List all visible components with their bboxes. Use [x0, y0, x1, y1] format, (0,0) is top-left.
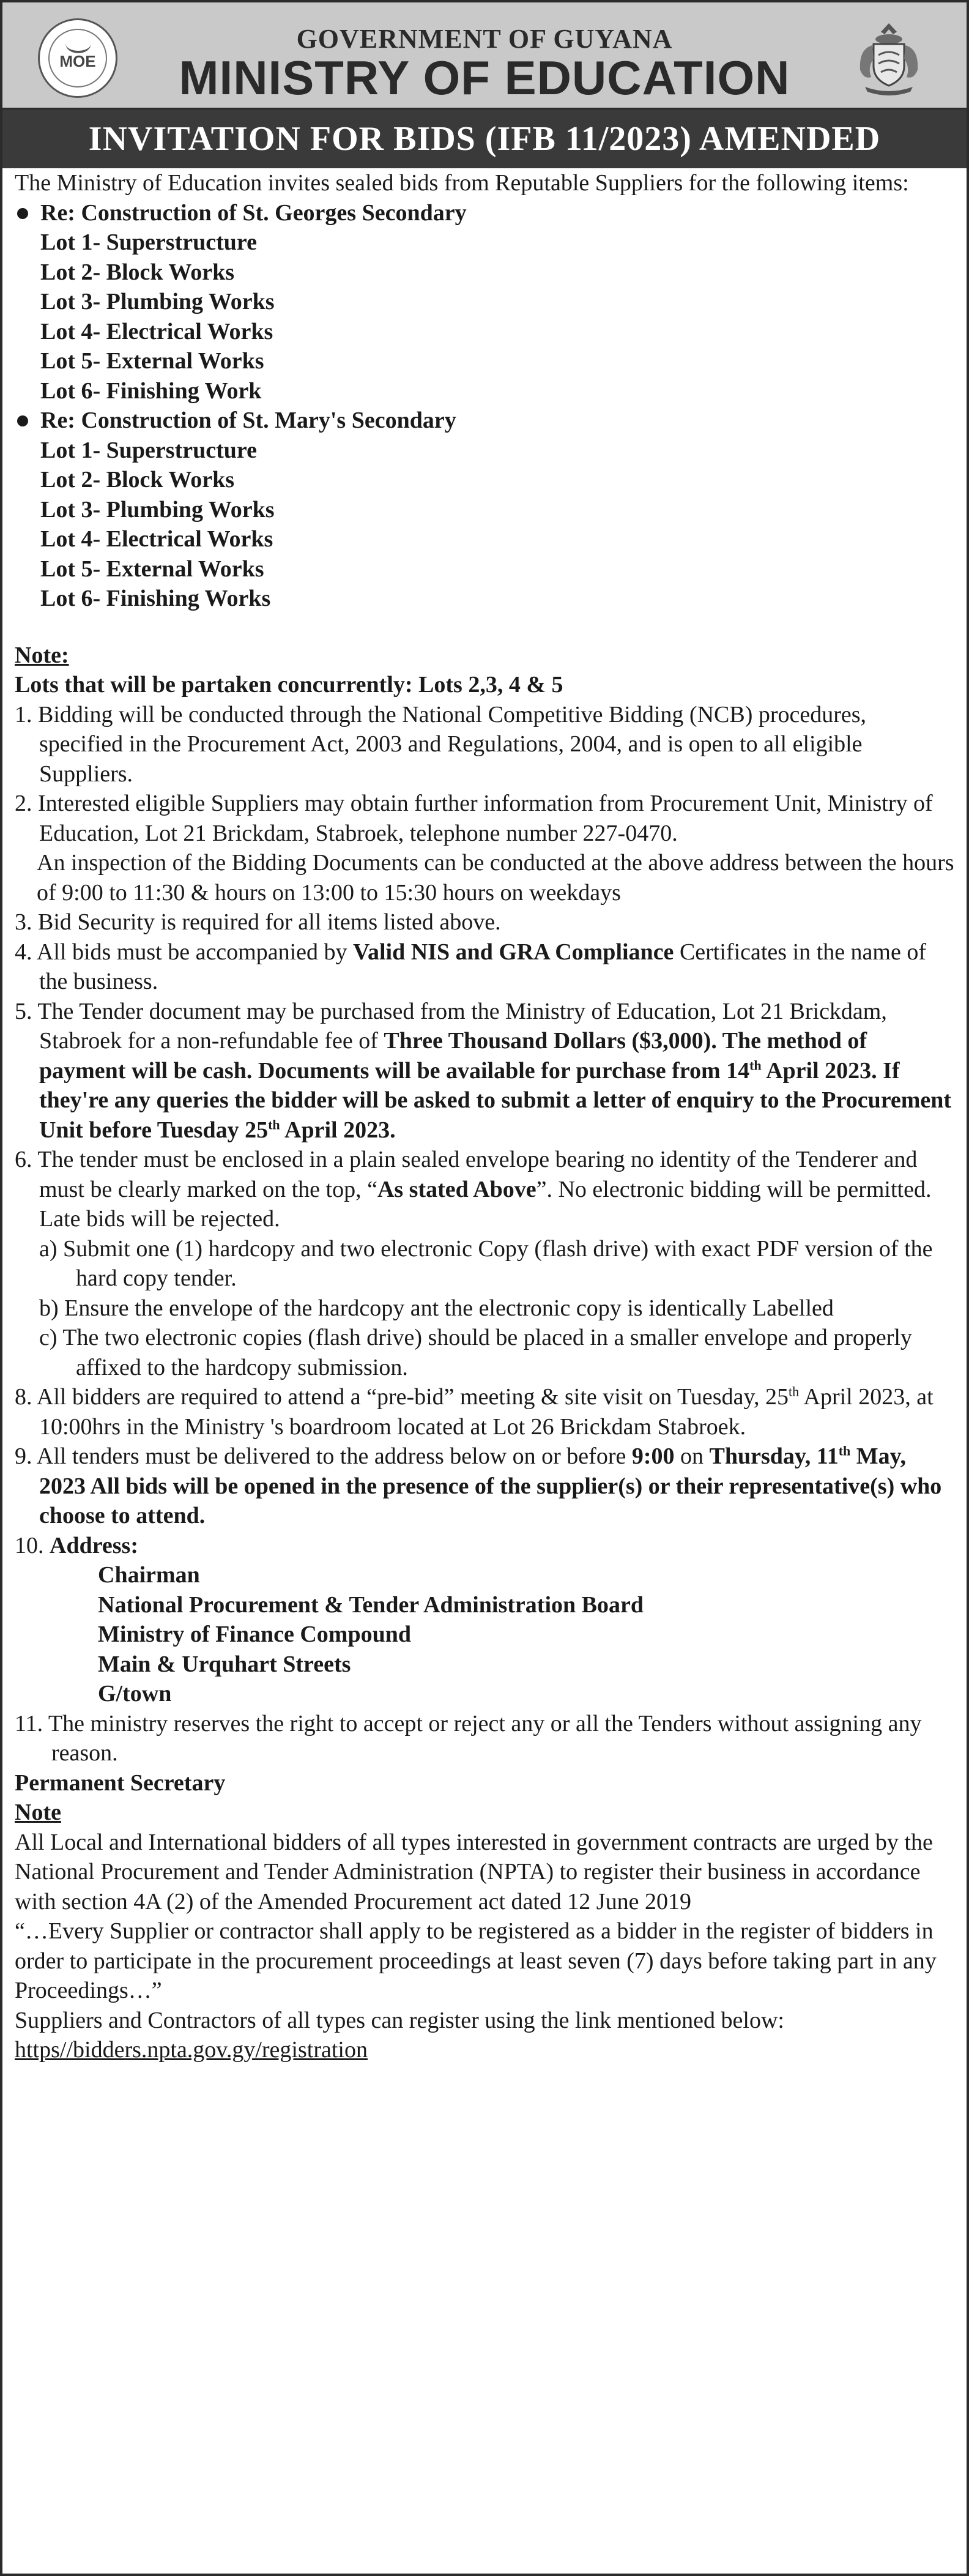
registration-instructions: Suppliers and Contractors of all types can register using the link mentioned below: — [15, 2007, 784, 2033]
lot-item: Lot 4- Electrical Works — [40, 318, 273, 344]
address-line: Chairman — [98, 1562, 200, 1588]
note-text: Lots that will be partaken concurrently: Lots 2,3, 4 & 5 — [15, 672, 563, 698]
registration-quote: “…Every Supplier or contractor shall apply to be registered as a bidder in the register of bidders in order to participate in the procurement proceedings at least seven (7) days before taking part in any Proceedings…” — [15, 1918, 937, 2003]
compliance-text: Valid NIS and GRA Compliance — [353, 939, 674, 965]
item-3: 3. Bid Security is required for all items listed above. — [15, 909, 501, 935]
ordinal-suffix: th — [268, 1116, 280, 1132]
project-title: Re: Construction of St. Mary's Secondary — [40, 408, 456, 433]
address-line: Main & Urquhart Streets — [98, 1651, 351, 1677]
item-6-text — [15, 1145, 954, 1234]
ordinal-suffix: th — [838, 1443, 851, 1459]
address-label: Address: — [50, 1532, 138, 1558]
item-1: 1. Bidding will be conducted through the National Competitive Bidding (NCB) procedures, specified in the Procurement Act, 2003 and Regulations, 2004, and is open to all eligible Suppliers. — [15, 701, 867, 787]
lot-item: Lot 2- Block Works — [40, 259, 235, 285]
logo-text: MOE — [59, 52, 96, 70]
item-8 — [15, 1382, 954, 1442]
registration-note-text: All Local and International bidders of all types interested in government contracts are urged by the National Procurement and Tender Administration (NPTA) to register their business in accordance with section 4A (2) of the Amended Procurement act dated 12 June 2019 — [15, 1829, 933, 1915]
item-8-text: 8. All bidders are required to attend a “pre-bid” meeting & site visit on Tuesday, 25 — [15, 1384, 789, 1410]
queries-date: April 2023. — [280, 1117, 396, 1143]
intro-paragraph: The Ministry of Education invites sealed bids from Reputable Suppliers for the following items: — [15, 170, 909, 196]
marking-text: As stated Above — [377, 1176, 536, 1202]
registration-link-section — [15, 2006, 954, 2065]
item-2 — [15, 789, 954, 907]
item-8-text-end: April 2023, at 10:00hrs in the Ministry 's boardroom located at Lot 26 Brickdam Stabroek. — [39, 1384, 934, 1440]
opening-text: May, 2023 All bids will be opened in the presence of the supplier(s) or their representative(s) who choose to attend. — [39, 1443, 942, 1528]
address-line: G/town — [98, 1681, 172, 1707]
item-6 — [15, 1145, 954, 1382]
registration-link[interactable]: https//bidders.npta.gov.gy/registration — [15, 2037, 368, 2063]
item-9 — [15, 1442, 954, 1531]
item-10 — [15, 1531, 954, 1709]
item-10-number: 10. — [15, 1532, 50, 1558]
item-6-b: b) Ensure the envelope of the hardcopy ant the electronic copy is identically Labelled — [39, 1295, 834, 1321]
header-banner — [2, 2, 967, 110]
note-section — [15, 641, 954, 700]
item-4-text: 4. All bids must be accompanied by — [15, 939, 354, 965]
item-10-heading — [15, 1531, 954, 1561]
lot-item: Lot 1- Superstructure — [40, 229, 257, 255]
address-line: Ministry of Finance Compound — [98, 1621, 411, 1647]
lot-item: Lot 5- External Works — [40, 556, 264, 582]
item-9-text: 9. All tenders must be delivered to the address below on or before — [15, 1443, 632, 1469]
lot-item: Lot 4- Electrical Works — [40, 526, 273, 552]
project-title: Re: Construction of St. Georges Secondary — [40, 199, 467, 226]
deadline-day: Thursday, 11 — [709, 1443, 839, 1469]
item-5-text: 5. The Tender document may be purchased from the Ministry of Education, Lot 21 Brickdam, Stabroek for a non-refundable fee of — [15, 998, 887, 1054]
item-4-text-end: Certificates in the name of the business. — [39, 939, 927, 994]
document-title: INVITATION FOR BIDS (IFB 11/2023) AMENDED — [2, 110, 967, 168]
registration-note-heading: Note — [15, 1800, 61, 1825]
lot-item: Lot 5- External Works — [40, 348, 264, 374]
ordinal-suffix: th — [749, 1057, 762, 1073]
lot-item: Lot 6- Finishing Work — [40, 378, 262, 404]
address-line: National Procurement & Tender Administration Board — [98, 1591, 644, 1618]
item-2-text: 2. Interested eligible Suppliers may obtain further information from Procurement Unit, Ministry of Education, Lot 21 Brickdam, Stabroek, telephone number 227-0470. — [15, 791, 933, 846]
item-2-inspection: An inspection of the Bidding Documents can be conducted at the above address between the hours of 9:00 to 11:30 & hours on 13:00 to 15:30 hours on weekdays — [37, 850, 954, 906]
note-heading: Note: — [15, 642, 69, 668]
item-6-a: a) Submit one (1) hardcopy and two electronic Copy (flash drive) with exact PDF version of the hard copy tender. — [39, 1235, 933, 1291]
lot-item: Lot 2- Block Works — [40, 467, 235, 493]
registration-note — [15, 1798, 954, 2006]
lot-item: Lot 1- Superstructure — [40, 437, 257, 463]
government-heading: GOVERNMENT OF GUYANA — [296, 24, 673, 54]
fee-text: Three Thousand Dollars ($3,000). The method of payment will be cash. Documents will be available for purchase from 14 — [39, 1028, 867, 1084]
project-block-1 — [15, 198, 954, 406]
item-6-text-start: 6. The tender must be enclosed in a plain sealed envelope bearing no identity of the Tenderer and must be clearly marked on the top, “ — [15, 1147, 918, 1202]
document-body — [2, 168, 967, 2065]
project-block-2 — [15, 406, 954, 614]
item-4 — [15, 937, 954, 997]
lot-item: Lot 6- Finishing Works — [40, 586, 271, 611]
item-6-text-end: ”. No electronic bidding will be permitted. Late bids will be rejected. — [39, 1176, 932, 1232]
ordinal-suffix: th — [788, 1383, 800, 1399]
signature: Permanent Secretary — [15, 1770, 226, 1796]
ministry-heading: MINISTRY OF EDUCATION — [179, 51, 790, 105]
lot-item: Lot 3- Plumbing Works — [40, 496, 275, 523]
queries-text: April 2023. If they're any queries the bidder will be asked to submit a letter of enquiry to the Procurement Unit before Tuesday 25 — [39, 1057, 952, 1143]
item-11: 11. The ministry reserves the right to accept or reject any or all the Tenders without assigning any reason. — [15, 1710, 922, 1766]
bullet-icon — [17, 208, 28, 219]
bullet-icon — [17, 415, 28, 426]
deadline-time: 9:00 — [631, 1443, 675, 1469]
item-9-on: on — [674, 1443, 710, 1469]
coat-of-arms-icon — [849, 18, 929, 98]
item-5 — [15, 997, 954, 1145]
item-6-c: c) The two electronic copies (flash drive) should be placed in a smaller envelope and properly affixed to the hardcopy submission. — [39, 1325, 912, 1380]
lot-item: Lot 3- Plumbing Works — [40, 289, 275, 315]
